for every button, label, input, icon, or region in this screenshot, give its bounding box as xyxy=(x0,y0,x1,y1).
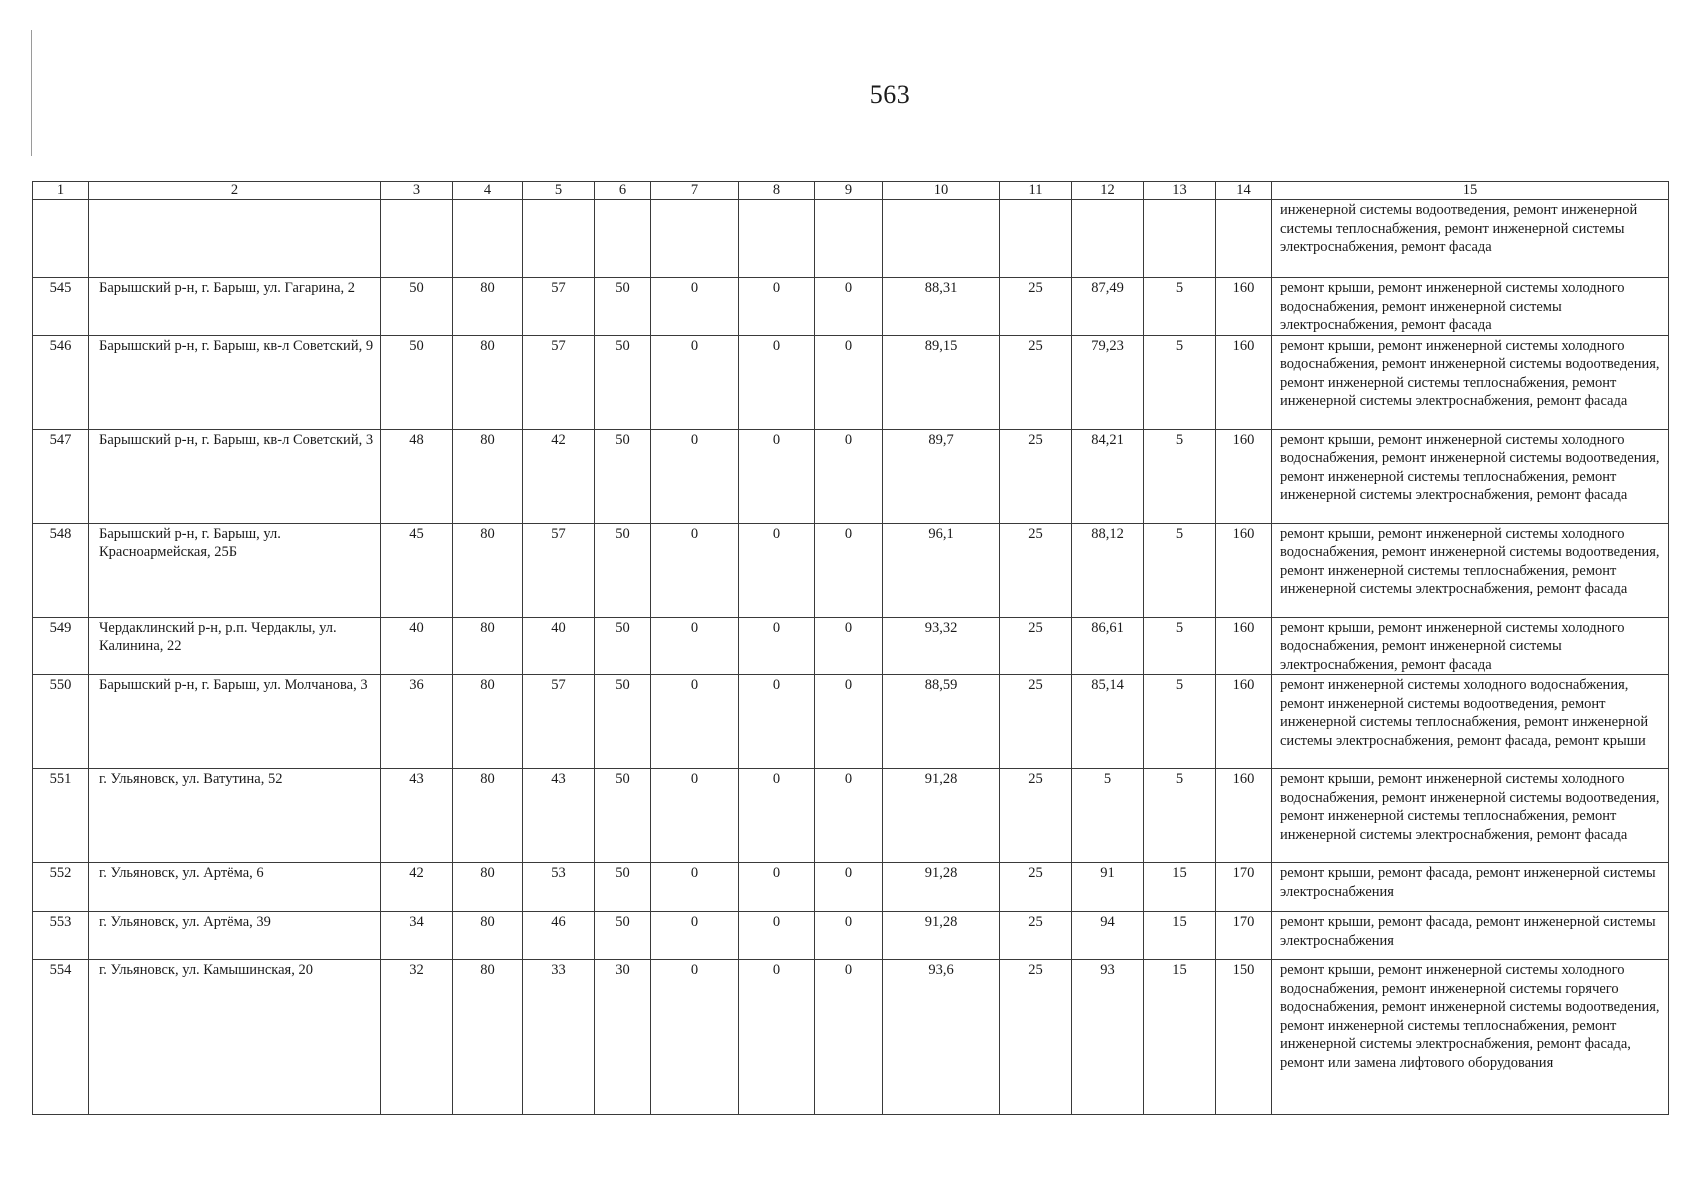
col-4-value: 80 xyxy=(453,675,523,769)
col-14-value: 170 xyxy=(1216,912,1272,960)
col-4-value: 80 xyxy=(453,960,523,1115)
col-6-value: 50 xyxy=(595,617,651,675)
table-row xyxy=(33,200,1669,278)
col-13-value: 15 xyxy=(1144,863,1216,912)
col-13-value xyxy=(1144,200,1216,278)
row-number: 546 xyxy=(33,335,89,429)
col-5-value: 57 xyxy=(523,675,595,769)
repair-works: ремонт крыши, ремонт фасада, ремонт инженерной системы электроснабжения xyxy=(1272,863,1669,912)
col-10-value: 89,7 xyxy=(883,429,1000,523)
row-number: 545 xyxy=(33,278,89,336)
repair-works: ремонт крыши, ремонт инженерной системы холодного водоснабжения, ремонт инженерной системы электроснабжения, ремонт фасада xyxy=(1272,278,1669,336)
repair-works: ремонт крыши, ремонт инженерной системы холодного водоснабжения, ремонт инженерной системы водоотведения, ремонт инженерной системы теплоснабжения, ремонт инженерной системы электроснабжения, ремонт фасада xyxy=(1272,335,1669,429)
col-7-value: 0 xyxy=(651,523,739,617)
col-3-value: 36 xyxy=(381,675,453,769)
col-13-value: 5 xyxy=(1144,617,1216,675)
address: Барышский р-н, г. Барыш, ул. Красноармейская, 25Б xyxy=(89,523,381,617)
table-row xyxy=(33,617,1669,675)
address: г. Ульяновск, ул. Ватутина, 52 xyxy=(89,769,381,863)
col-9-value: 0 xyxy=(815,523,883,617)
repair-works: ремонт крыши, ремонт инженерной системы холодного водоснабжения, ремонт инженерной системы водоотведения, ремонт инженерной системы теплоснабжения, ремонт инженерной системы электроснабжения, ремонт фасада xyxy=(1272,769,1669,863)
col-6-value: 50 xyxy=(595,429,651,523)
col-13-value: 15 xyxy=(1144,912,1216,960)
col-11-value: 25 xyxy=(1000,278,1072,336)
col-4-value: 80 xyxy=(453,429,523,523)
capital-repair-table xyxy=(32,181,1669,1115)
column-header: 15 xyxy=(1272,182,1669,200)
col-10-value: 91,28 xyxy=(883,769,1000,863)
col-9-value: 0 xyxy=(815,617,883,675)
col-4-value: 80 xyxy=(453,335,523,429)
col-9-value: 0 xyxy=(815,278,883,336)
col-12-value: 87,49 xyxy=(1072,278,1144,336)
col-14-value xyxy=(1216,200,1272,278)
col-4-value: 80 xyxy=(453,278,523,336)
address: Барышский р-н, г. Барыш, ул. Молчанова, 3 xyxy=(89,675,381,769)
row-number: 551 xyxy=(33,769,89,863)
col-10-value: 93,32 xyxy=(883,617,1000,675)
col-9-value: 0 xyxy=(815,335,883,429)
col-9-value: 0 xyxy=(815,769,883,863)
row-number: 549 xyxy=(33,617,89,675)
col-6-value: 50 xyxy=(595,675,651,769)
column-header: 13 xyxy=(1144,182,1216,200)
column-header: 6 xyxy=(595,182,651,200)
col-8-value: 0 xyxy=(739,429,815,523)
col-8-value: 0 xyxy=(739,278,815,336)
col-7-value: 0 xyxy=(651,863,739,912)
address: Барышский р-н, г. Барыш, кв-л Советский, 3 xyxy=(89,429,381,523)
col-4-value xyxy=(453,200,523,278)
repair-works: ремонт инженерной системы холодного водоснабжения, ремонт инженерной системы водоотведения, ремонт инженерной системы теплоснабжения, ремонт инженерной системы электроснабжения, ремонт фасада, ремонт крыши xyxy=(1272,675,1669,769)
row-number: 553 xyxy=(33,912,89,960)
col-8-value: 0 xyxy=(739,675,815,769)
col-6-value: 50 xyxy=(595,769,651,863)
col-7-value xyxy=(651,200,739,278)
col-14-value: 160 xyxy=(1216,335,1272,429)
column-header: 7 xyxy=(651,182,739,200)
col-7-value: 0 xyxy=(651,912,739,960)
col-5-value: 53 xyxy=(523,863,595,912)
repair-works: ремонт крыши, ремонт фасада, ремонт инженерной системы электроснабжения xyxy=(1272,912,1669,960)
column-header: 11 xyxy=(1000,182,1072,200)
col-5-value: 57 xyxy=(523,523,595,617)
col-8-value: 0 xyxy=(739,335,815,429)
col-14-value: 160 xyxy=(1216,617,1272,675)
col-9-value: 0 xyxy=(815,863,883,912)
col-10-value: 93,6 xyxy=(883,960,1000,1115)
col-7-value: 0 xyxy=(651,617,739,675)
col-12-value: 91 xyxy=(1072,863,1144,912)
col-13-value: 5 xyxy=(1144,335,1216,429)
col-10-value xyxy=(883,200,1000,278)
col-8-value: 0 xyxy=(739,523,815,617)
row-number: 552 xyxy=(33,863,89,912)
col-12-value: 84,21 xyxy=(1072,429,1144,523)
col-11-value: 25 xyxy=(1000,523,1072,617)
table-row xyxy=(33,335,1669,429)
col-14-value: 160 xyxy=(1216,278,1272,336)
row-number: 554 xyxy=(33,960,89,1115)
column-header: 1 xyxy=(33,182,89,200)
col-14-value: 160 xyxy=(1216,429,1272,523)
address: г. Ульяновск, ул. Артёма, 6 xyxy=(89,863,381,912)
repair-works: ремонт крыши, ремонт инженерной системы холодного водоснабжения, ремонт инженерной системы горячего водоснабжения, ремонт инженерной системы водоотведения, ремонт инженерной системы теплоснабжения, ремонт инженерной системы электроснабжения, ремонт фасада, ремонт или замена лифтового оборудования xyxy=(1272,960,1669,1115)
col-9-value: 0 xyxy=(815,429,883,523)
col-10-value: 89,15 xyxy=(883,335,1000,429)
col-13-value: 15 xyxy=(1144,960,1216,1115)
col-5-value: 42 xyxy=(523,429,595,523)
col-6-value: 50 xyxy=(595,278,651,336)
col-4-value: 80 xyxy=(453,769,523,863)
col-12-value: 85,14 xyxy=(1072,675,1144,769)
address xyxy=(89,200,381,278)
repair-works: инженерной системы водоотведения, ремонт инженерной системы теплоснабжения, ремонт инженерной системы электроснабжения, ремонт фасада xyxy=(1272,200,1669,278)
col-6-value: 50 xyxy=(595,863,651,912)
address: Барышский р-н, г. Барыш, кв-л Советский, 9 xyxy=(89,335,381,429)
col-6-value: 50 xyxy=(595,523,651,617)
address: г. Ульяновск, ул. Камышинская, 20 xyxy=(89,960,381,1115)
column-header: 12 xyxy=(1072,182,1144,200)
row-number: 548 xyxy=(33,523,89,617)
col-14-value: 160 xyxy=(1216,675,1272,769)
col-4-value: 80 xyxy=(453,863,523,912)
col-10-value: 88,31 xyxy=(883,278,1000,336)
col-14-value: 150 xyxy=(1216,960,1272,1115)
col-12-value: 79,23 xyxy=(1072,335,1144,429)
column-header: 9 xyxy=(815,182,883,200)
table-row xyxy=(33,912,1669,960)
col-11-value: 25 xyxy=(1000,863,1072,912)
col-10-value: 96,1 xyxy=(883,523,1000,617)
column-header: 8 xyxy=(739,182,815,200)
column-header: 3 xyxy=(381,182,453,200)
col-3-value: 50 xyxy=(381,335,453,429)
col-11-value xyxy=(1000,200,1072,278)
col-4-value: 80 xyxy=(453,523,523,617)
table-row xyxy=(33,523,1669,617)
col-12-value xyxy=(1072,200,1144,278)
col-5-value xyxy=(523,200,595,278)
address: Барышский р-н, г. Барыш, ул. Гагарина, 2 xyxy=(89,278,381,336)
col-9-value: 0 xyxy=(815,675,883,769)
col-13-value: 5 xyxy=(1144,278,1216,336)
table-row xyxy=(33,960,1669,1115)
col-8-value: 0 xyxy=(739,960,815,1115)
col-10-value: 91,28 xyxy=(883,912,1000,960)
col-11-value: 25 xyxy=(1000,335,1072,429)
address: Чердаклинский р-н, р.п. Чердаклы, ул. Калинина, 22 xyxy=(89,617,381,675)
col-8-value: 0 xyxy=(739,912,815,960)
col-5-value: 43 xyxy=(523,769,595,863)
col-14-value: 170 xyxy=(1216,863,1272,912)
column-header: 5 xyxy=(523,182,595,200)
repair-works: ремонт крыши, ремонт инженерной системы холодного водоснабжения, ремонт инженерной системы водоотведения, ремонт инженерной системы теплоснабжения, ремонт инженерной системы электроснабжения, ремонт фасада xyxy=(1272,523,1669,617)
col-8-value: 0 xyxy=(739,769,815,863)
col-8-value: 0 xyxy=(739,863,815,912)
column-header: 4 xyxy=(453,182,523,200)
col-6-value: 50 xyxy=(595,912,651,960)
page-number: 563 xyxy=(869,80,911,109)
col-7-value: 0 xyxy=(651,278,739,336)
address: г. Ульяновск, ул. Артёма, 39 xyxy=(89,912,381,960)
column-header: 10 xyxy=(883,182,1000,200)
row-number: 547 xyxy=(33,429,89,523)
col-5-value: 40 xyxy=(523,617,595,675)
repair-works: ремонт крыши, ремонт инженерной системы холодного водоснабжения, ремонт инженерной системы водоотведения, ремонт инженерной системы теплоснабжения, ремонт инженерной системы электроснабжения, ремонт фасада xyxy=(1272,429,1669,523)
col-12-value: 5 xyxy=(1072,769,1144,863)
col-11-value: 25 xyxy=(1000,675,1072,769)
col-3-value: 43 xyxy=(381,769,453,863)
col-3-value xyxy=(381,200,453,278)
col-12-value: 93 xyxy=(1072,960,1144,1115)
col-13-value: 5 xyxy=(1144,429,1216,523)
col-11-value: 25 xyxy=(1000,960,1072,1115)
col-8-value xyxy=(739,200,815,278)
col-4-value: 80 xyxy=(453,912,523,960)
col-3-value: 45 xyxy=(381,523,453,617)
col-13-value: 5 xyxy=(1144,675,1216,769)
col-11-value: 25 xyxy=(1000,429,1072,523)
col-3-value: 50 xyxy=(381,278,453,336)
col-7-value: 0 xyxy=(651,335,739,429)
col-3-value: 32 xyxy=(381,960,453,1115)
col-11-value: 25 xyxy=(1000,769,1072,863)
row-number xyxy=(33,200,89,278)
col-11-value: 25 xyxy=(1000,617,1072,675)
col-5-value: 57 xyxy=(523,335,595,429)
table-row xyxy=(33,675,1669,769)
column-header: 2 xyxy=(89,182,381,200)
col-3-value: 48 xyxy=(381,429,453,523)
col-7-value: 0 xyxy=(651,675,739,769)
col-12-value: 88,12 xyxy=(1072,523,1144,617)
col-4-value: 80 xyxy=(453,617,523,675)
col-7-value: 0 xyxy=(651,429,739,523)
col-7-value: 0 xyxy=(651,769,739,863)
col-9-value xyxy=(815,200,883,278)
col-10-value: 91,28 xyxy=(883,863,1000,912)
table-row xyxy=(33,429,1669,523)
col-10-value: 88,59 xyxy=(883,675,1000,769)
table-row xyxy=(33,863,1669,912)
col-3-value: 42 xyxy=(381,863,453,912)
col-14-value: 160 xyxy=(1216,769,1272,863)
col-6-value: 50 xyxy=(595,335,651,429)
row-number: 550 xyxy=(33,675,89,769)
table-row xyxy=(33,278,1669,336)
column-header: 14 xyxy=(1216,182,1272,200)
col-14-value: 160 xyxy=(1216,523,1272,617)
col-9-value: 0 xyxy=(815,960,883,1115)
col-13-value: 5 xyxy=(1144,769,1216,863)
col-12-value: 86,61 xyxy=(1072,617,1144,675)
col-13-value: 5 xyxy=(1144,523,1216,617)
col-8-value: 0 xyxy=(739,617,815,675)
col-6-value: 30 xyxy=(595,960,651,1115)
repair-works: ремонт крыши, ремонт инженерной системы холодного водоснабжения, ремонт инженерной системы электроснабжения, ремонт фасада xyxy=(1272,617,1669,675)
table-row xyxy=(33,769,1669,863)
col-3-value: 34 xyxy=(381,912,453,960)
col-3-value: 40 xyxy=(381,617,453,675)
col-5-value: 33 xyxy=(523,960,595,1115)
col-5-value: 57 xyxy=(523,278,595,336)
col-12-value: 94 xyxy=(1072,912,1144,960)
col-5-value: 46 xyxy=(523,912,595,960)
column-number-row xyxy=(33,182,1669,200)
col-6-value xyxy=(595,200,651,278)
col-9-value: 0 xyxy=(815,912,883,960)
col-7-value: 0 xyxy=(651,960,739,1115)
col-11-value: 25 xyxy=(1000,912,1072,960)
